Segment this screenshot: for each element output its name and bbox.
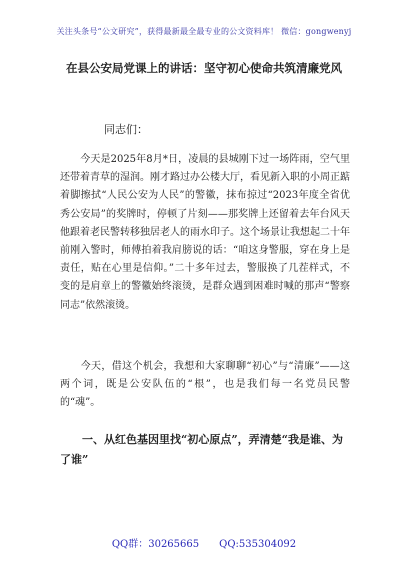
footer-qq: QQ:535304092 <box>219 539 297 550</box>
greeting: 同志们： <box>104 123 148 136</box>
section-heading: 一、从红色基因里找“初心原点”，弄清楚“我是谁、为了谁” <box>60 433 343 466</box>
footer-qq-group: QQ群：30265665 <box>111 539 200 550</box>
paragraph-1: 今天是2025年8月*日，凌晨的县城刚下过一场阵雨，空气里还带着青草的湿润。刚才路过办公楼大厅，看见新入职的小周正踮着脚擦拭“人民公安为人民”的警徽，抹布掠过“2023年度全省优秀公安局”的奖牌时，停顿了片刻——那奖牌上还留着去年台风天他跟着老民警转移独居老人的雨水印子。这个场景让我想起二十年前刚入警时，师傅拍着我肩膀说的话：“咱这身警服，穿在身上是责任，贴在心里是信仰。”二十多年过去，警服换了几茬样式，不变的是肩章上的警徽始终滚烫，是群众遇到困难时喊的那声“警察同志”依然滚烫。 <box>60 154 350 311</box>
footer <box>0 535 408 550</box>
document-title: 在县公安局党课上的讲话：坚守初心使命共筑清廉党风 <box>66 61 342 75</box>
header-note: 关注头条号“公文研究”，获得最新最全最专业的公文资料库！ 微信：gongwenyj <box>56 27 352 36</box>
paragraph-2: 今天，借这个机会，我想和大家聊聊“初心”与“清廉”——这两个词，既是公安队伍的“根”，也是我们每一名党员民警的“魂”。 <box>60 361 350 409</box>
